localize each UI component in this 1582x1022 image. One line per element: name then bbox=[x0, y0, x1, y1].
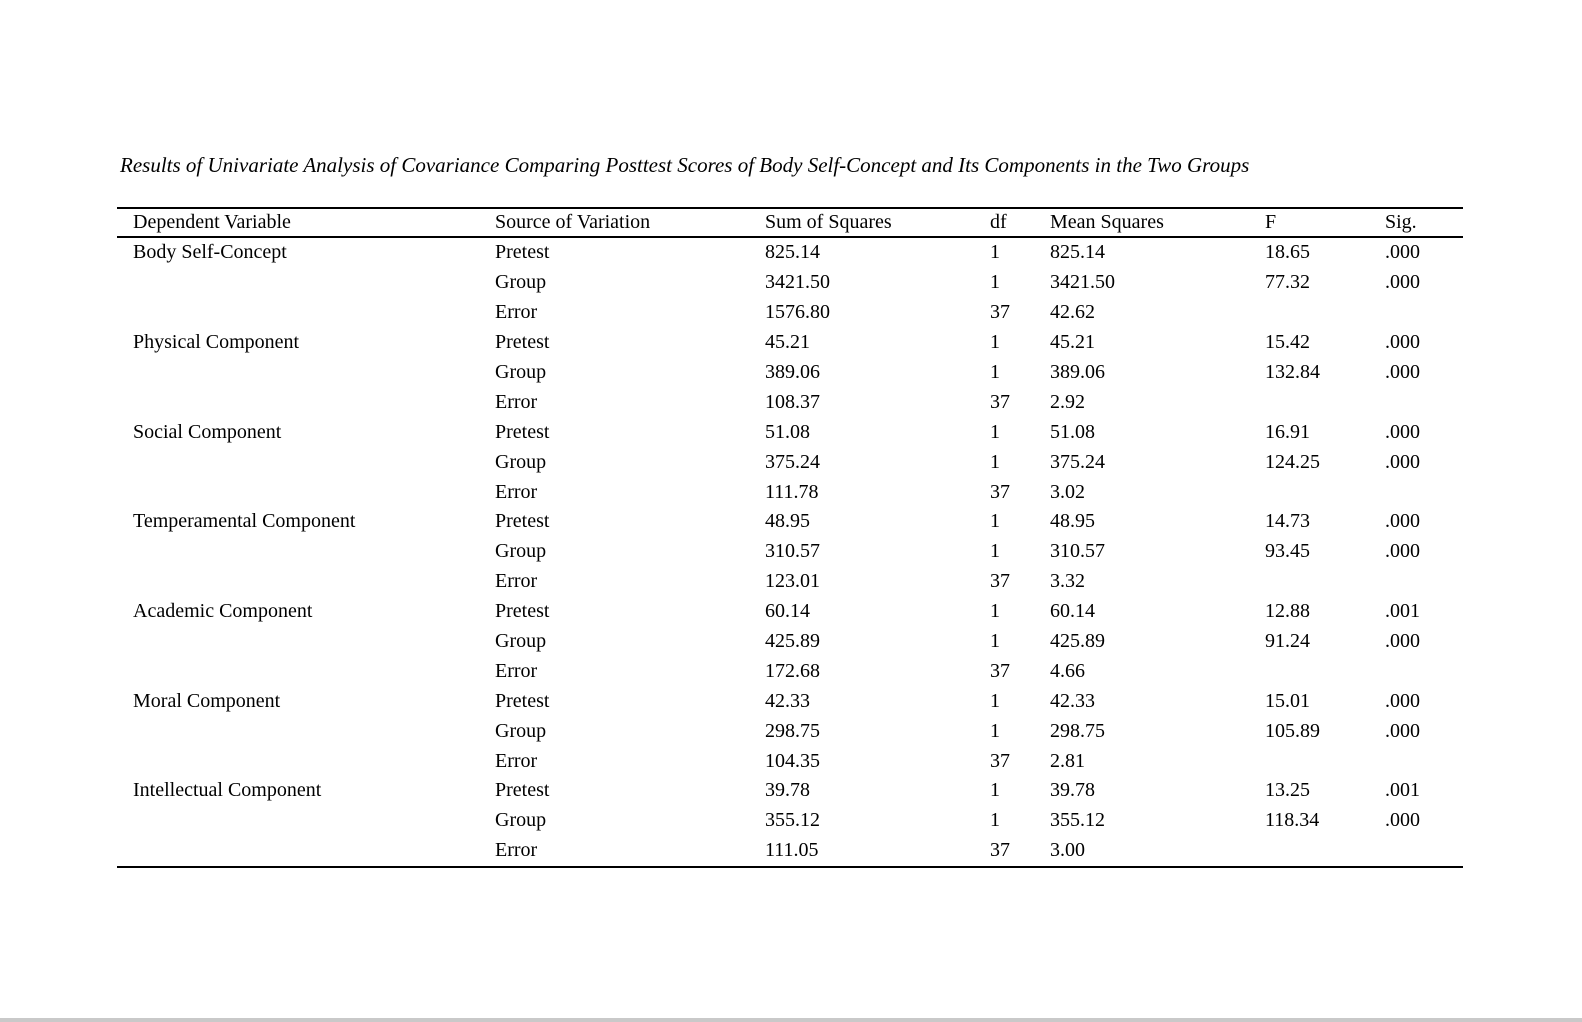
cell-sig: .000 bbox=[1385, 450, 1420, 473]
cell-source-of-variation: Pretest bbox=[495, 779, 550, 802]
cell-source-of-variation: Group bbox=[495, 809, 547, 832]
cell-f: 12.88 bbox=[1265, 600, 1310, 623]
cell-sum-of-squares: 45.21 bbox=[765, 331, 810, 354]
cell-df: 37 bbox=[990, 480, 1010, 503]
cell-sig: .000 bbox=[1385, 809, 1420, 832]
window-bottom-edge bbox=[0, 1018, 1582, 1022]
cell-mean-squares: 425.89 bbox=[1050, 630, 1105, 653]
cell-dependent-variable bbox=[117, 477, 479, 507]
cell-sum-of-squares: 298.75 bbox=[765, 719, 820, 742]
cell-source-of-variation: Group bbox=[495, 540, 547, 563]
cell-sum-of-squares: 111.05 bbox=[765, 839, 819, 862]
cell-df: 1 bbox=[990, 331, 1000, 354]
column-header-df: df bbox=[990, 211, 1007, 233]
cell-dependent-variable bbox=[117, 656, 479, 686]
cell-sum-of-squares: 310.57 bbox=[765, 540, 820, 563]
cell-dependent-variable: Physical Component bbox=[133, 331, 300, 354]
cell-sig: .000 bbox=[1385, 241, 1420, 264]
cell-sig: .000 bbox=[1385, 540, 1420, 563]
cell-sig: .001 bbox=[1385, 600, 1420, 623]
table-row bbox=[117, 836, 1463, 867]
cell-f: 15.01 bbox=[1265, 689, 1310, 712]
column-header-source-of-variation: Source of Variation bbox=[495, 211, 651, 233]
cell-f: 15.42 bbox=[1265, 331, 1310, 354]
cell-sig bbox=[1369, 656, 1463, 686]
cell-f: 18.65 bbox=[1265, 241, 1310, 264]
cell-source-of-variation: Error bbox=[495, 839, 538, 862]
cell-dependent-variable bbox=[117, 627, 479, 657]
cell-df: 37 bbox=[990, 570, 1010, 593]
cell-source-of-variation: Error bbox=[495, 390, 538, 413]
cell-df: 1 bbox=[990, 809, 1000, 832]
cell-sum-of-squares: 39.78 bbox=[765, 779, 810, 802]
cell-f: 105.89 bbox=[1265, 719, 1320, 742]
cell-sig: .001 bbox=[1385, 779, 1420, 802]
table-row bbox=[117, 746, 1463, 776]
column-header-mean-squares: Mean Squares bbox=[1050, 211, 1164, 233]
column-header-sum-of-squares: Sum of Squares bbox=[765, 211, 892, 233]
cell-sig: .000 bbox=[1385, 331, 1420, 354]
table-header bbox=[117, 208, 1463, 237]
cell-f bbox=[1249, 477, 1369, 507]
cell-f bbox=[1249, 746, 1369, 776]
cell-sig bbox=[1369, 746, 1463, 776]
column-header-dependent-variable: Dependent Variable bbox=[133, 211, 291, 233]
cell-df: 1 bbox=[990, 600, 1000, 623]
cell-dependent-variable bbox=[117, 447, 479, 477]
cell-mean-squares: 45.21 bbox=[1050, 331, 1095, 354]
cell-source-of-variation: Group bbox=[495, 450, 547, 473]
cell-sum-of-squares: 172.68 bbox=[765, 659, 820, 682]
cell-dependent-variable bbox=[117, 387, 479, 417]
table-row bbox=[117, 477, 1463, 507]
cell-source-of-variation: Pretest bbox=[495, 241, 550, 264]
cell-source-of-variation: Group bbox=[495, 361, 547, 383]
column-header-f: F bbox=[1265, 211, 1277, 233]
cell-df: 37 bbox=[990, 749, 1010, 772]
column-header-sig: Sig. bbox=[1385, 211, 1417, 233]
cell-sum-of-squares: 51.08 bbox=[765, 420, 810, 443]
cell-sum-of-squares: 42.33 bbox=[765, 689, 810, 712]
cell-sum-of-squares: 60.14 bbox=[765, 600, 810, 623]
cell-mean-squares: 2.81 bbox=[1050, 749, 1085, 772]
cell-dependent-variable: Body Self-Concept bbox=[133, 241, 287, 264]
cell-f: 118.34 bbox=[1265, 809, 1320, 832]
cell-f bbox=[1249, 567, 1369, 597]
cell-dependent-variable bbox=[117, 268, 479, 298]
cell-df: 1 bbox=[990, 540, 1000, 563]
cell-f bbox=[1249, 836, 1369, 867]
cell-mean-squares: 3.02 bbox=[1050, 480, 1085, 503]
table-row bbox=[117, 237, 1463, 268]
table-row bbox=[117, 507, 1463, 537]
cell-f bbox=[1249, 298, 1369, 328]
table-row bbox=[117, 268, 1463, 298]
table-body bbox=[117, 237, 1463, 867]
cell-f: 91.24 bbox=[1265, 630, 1310, 653]
table-row bbox=[117, 537, 1463, 567]
cell-mean-squares: 825.14 bbox=[1050, 241, 1105, 264]
table-row bbox=[117, 776, 1463, 806]
cell-df: 1 bbox=[990, 420, 1000, 443]
table-row bbox=[117, 387, 1463, 417]
cell-sum-of-squares: 48.95 bbox=[765, 510, 810, 533]
cell-sig bbox=[1369, 567, 1463, 597]
cell-source-of-variation: Group bbox=[495, 630, 547, 653]
cell-dependent-variable bbox=[117, 746, 479, 776]
cell-sig bbox=[1369, 477, 1463, 507]
cell-mean-squares: 3.00 bbox=[1050, 839, 1085, 862]
cell-mean-squares: 48.95 bbox=[1050, 510, 1095, 533]
cell-dependent-variable: Academic Component bbox=[133, 600, 313, 623]
cell-source-of-variation: Pretest bbox=[495, 510, 550, 533]
cell-source-of-variation: Group bbox=[495, 719, 547, 742]
cell-f: 93.45 bbox=[1265, 540, 1310, 563]
cell-sig bbox=[1369, 836, 1463, 867]
cell-dependent-variable: Temperamental Component bbox=[133, 510, 356, 533]
cell-sig: .000 bbox=[1385, 689, 1420, 712]
cell-sum-of-squares: 389.06 bbox=[765, 361, 820, 383]
cell-source-of-variation: Pretest bbox=[495, 600, 550, 623]
cell-sig bbox=[1369, 387, 1463, 417]
cell-source-of-variation: Error bbox=[495, 749, 538, 772]
table-row bbox=[117, 686, 1463, 716]
cell-df: 1 bbox=[990, 779, 1000, 802]
cell-df: 1 bbox=[990, 450, 1000, 473]
cell-dependent-variable bbox=[117, 806, 479, 836]
cell-mean-squares: 42.62 bbox=[1050, 301, 1095, 324]
table-header-row bbox=[117, 208, 1463, 237]
cell-df: 1 bbox=[990, 689, 1000, 712]
cell-mean-squares: 310.57 bbox=[1050, 540, 1105, 563]
table-row bbox=[117, 417, 1463, 447]
table-row bbox=[117, 567, 1463, 597]
cell-df: 1 bbox=[990, 271, 1000, 294]
cell-mean-squares: 4.66 bbox=[1050, 659, 1085, 682]
table-title: Results of Univariate Analysis of Covariance Comparing Posttest Scores of Body Self-Concept and Its Components in the Two Groups bbox=[120, 153, 1250, 177]
cell-sum-of-squares: 108.37 bbox=[765, 390, 820, 413]
cell-sum-of-squares: 1576.80 bbox=[765, 301, 830, 324]
table-row bbox=[117, 328, 1463, 358]
table-row bbox=[117, 447, 1463, 477]
table-row bbox=[117, 806, 1463, 836]
cell-mean-squares: 389.06 bbox=[1050, 361, 1105, 383]
cell-sig: .000 bbox=[1385, 630, 1420, 653]
cell-sum-of-squares: 3421.50 bbox=[765, 271, 830, 294]
cell-dependent-variable: Moral Component bbox=[133, 689, 281, 712]
cell-dependent-variable bbox=[117, 836, 479, 867]
cell-df: 37 bbox=[990, 659, 1010, 682]
cell-source-of-variation: Group bbox=[495, 271, 547, 294]
cell-sig: .000 bbox=[1385, 420, 1420, 443]
cell-df: 37 bbox=[990, 390, 1010, 413]
cell-sig: .000 bbox=[1385, 719, 1420, 742]
cell-mean-squares: 42.33 bbox=[1050, 689, 1095, 712]
cell-sum-of-squares: 375.24 bbox=[765, 450, 820, 473]
cell-df: 37 bbox=[990, 839, 1010, 862]
cell-sum-of-squares: 123.01 bbox=[765, 570, 820, 593]
cell-mean-squares: 375.24 bbox=[1050, 450, 1105, 473]
cell-sig: .000 bbox=[1385, 510, 1420, 533]
cell-mean-squares: 60.14 bbox=[1050, 600, 1095, 623]
cell-dependent-variable bbox=[117, 567, 479, 597]
table-row bbox=[117, 627, 1463, 657]
ancova-results-table bbox=[117, 207, 1463, 868]
cell-mean-squares: 39.78 bbox=[1050, 779, 1095, 802]
cell-source-of-variation: Pretest bbox=[495, 331, 550, 354]
cell-sum-of-squares: 425.89 bbox=[765, 630, 820, 653]
cell-dependent-variable bbox=[117, 358, 479, 388]
cell-df: 1 bbox=[990, 510, 1000, 533]
cell-sig: .000 bbox=[1385, 361, 1420, 383]
cell-mean-squares: 2.92 bbox=[1050, 390, 1085, 413]
cell-sig bbox=[1369, 298, 1463, 328]
cell-sum-of-squares: 111.78 bbox=[765, 480, 819, 503]
cell-df: 1 bbox=[990, 719, 1000, 742]
cell-source-of-variation: Pretest bbox=[495, 689, 550, 712]
cell-df: 1 bbox=[990, 361, 1000, 383]
cell-dependent-variable bbox=[117, 298, 479, 328]
cell-sum-of-squares: 825.14 bbox=[765, 241, 820, 264]
cell-f: 14.73 bbox=[1265, 510, 1310, 533]
cell-f bbox=[1249, 387, 1369, 417]
cell-mean-squares: 298.75 bbox=[1050, 719, 1105, 742]
table-row bbox=[117, 716, 1463, 746]
cell-source-of-variation: Error bbox=[495, 301, 538, 324]
cell-sum-of-squares: 104.35 bbox=[765, 749, 820, 772]
cell-f: 77.32 bbox=[1265, 271, 1310, 294]
cell-df: 1 bbox=[990, 241, 1000, 264]
cell-mean-squares: 3.32 bbox=[1050, 570, 1085, 593]
cell-f: 13.25 bbox=[1265, 779, 1310, 802]
cell-mean-squares: 51.08 bbox=[1050, 420, 1095, 443]
table-row bbox=[117, 298, 1463, 328]
cell-df: 37 bbox=[990, 301, 1010, 324]
cell-source-of-variation: Error bbox=[495, 570, 538, 593]
cell-sig: .000 bbox=[1385, 271, 1420, 294]
table-row bbox=[117, 597, 1463, 627]
cell-source-of-variation: Pretest bbox=[495, 420, 550, 443]
cell-dependent-variable: Intellectual Component bbox=[133, 779, 322, 802]
cell-sum-of-squares: 355.12 bbox=[765, 809, 820, 832]
cell-mean-squares: 355.12 bbox=[1050, 809, 1105, 832]
cell-dependent-variable: Social Component bbox=[133, 420, 282, 443]
cell-dependent-variable bbox=[117, 716, 479, 746]
cell-f: 124.25 bbox=[1265, 450, 1320, 473]
cell-f: 132.84 bbox=[1265, 361, 1320, 383]
table-row bbox=[117, 656, 1463, 686]
cell-dependent-variable bbox=[117, 537, 479, 567]
cell-mean-squares: 3421.50 bbox=[1050, 271, 1115, 294]
cell-f: 16.91 bbox=[1265, 420, 1310, 443]
table-row bbox=[117, 358, 1463, 388]
cell-source-of-variation: Error bbox=[495, 480, 538, 503]
cell-df: 1 bbox=[990, 630, 1000, 653]
cell-f bbox=[1249, 656, 1369, 686]
cell-source-of-variation: Error bbox=[495, 659, 538, 682]
